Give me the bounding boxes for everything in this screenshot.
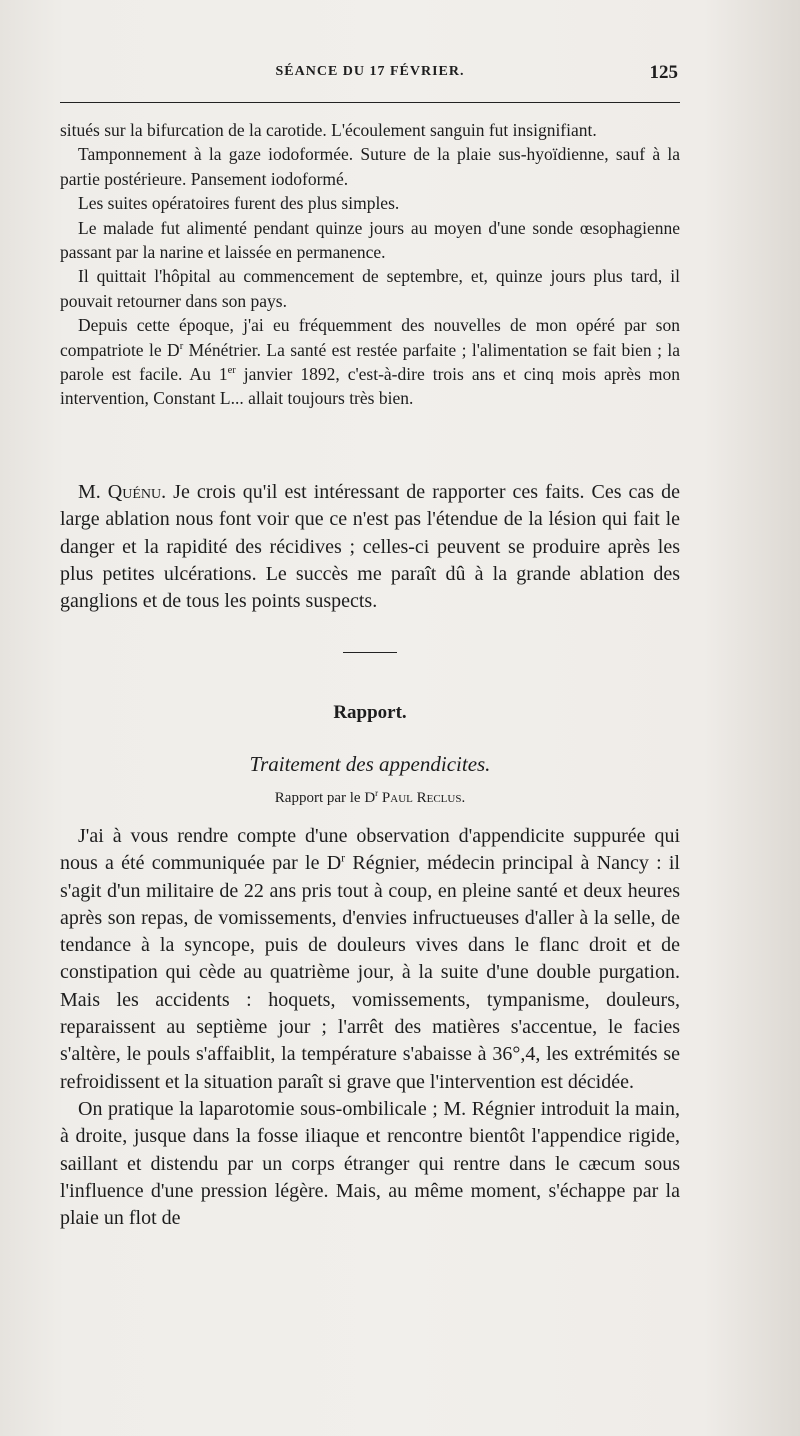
report-1-sup: r — [341, 850, 346, 865]
page-number: 125 — [649, 62, 678, 83]
report-text — [60, 823, 680, 1232]
running-head: SÉANCE DU 17 FÉVRIER. — [275, 64, 465, 79]
menetrier-sup-er: er — [227, 365, 236, 377]
paragraph-alimentation: Le malade fut alimenté pendant quinze jours au moyen d'une sonde œsophagienne passant par la narine et laissée en permanence. — [60, 217, 680, 263]
menetrier-text-c: janvier 1892, c'est-à-dire trois ans et cinq mois après mon intervention, Constant L... allait toujours très bien. — [60, 364, 680, 409]
paragraph-tamponnement: Tamponnement à la gaze iodoformée. Suture de la plaie sus-hyoïdienne, sauf à la partie postérieure. Pansement iodoformé. — [60, 144, 680, 189]
paragraph-report-2: On pratique la laparotomie sous-ombilicale ; M. Régnier introduit la main, à droite, jusque dans la fosse iliaque et rencontre bientôt l'appendice rigide, saillant et distendu par un corps étranger qui rentre dans le cæcum sous l'influence d'une pression légère. Mais, au même moment, s'échappe par la plaie un flot de — [60, 1097, 680, 1230]
paragraph-report-1 — [60, 823, 680, 1096]
menetrier-text-b: Ménétrier. La santé est restée parfaite ; l'alimentation se fait bien ; la parole est facile. Au 1 — [60, 339, 680, 385]
byline — [60, 790, 680, 807]
section-divider — [343, 652, 397, 653]
report-1-text-b: Régnier, médecin principal à Nancy : il s'agit d'un militaire de 22 ans pris tout à coup, en pleine santé et deux heures après son repas, de vomissements, d'envies infructueuses d'aller à la selle, de tendance à la syncope, puis de douleurs vives dans le flanc droit et de constipation qui cède au quatrième jour, à la suite d'une double purgation. Mais les accidents : hoquets, vomissements, tympanisme, douleurs, reparaissent au septième jour ; l'arrêt des matières s'accentue, le facies s'altère, le pouls s'affaiblit, la température s'abaisse à 36°,4, les extrémités se refroidissent et la situation paraît si grave que l'intervention est décidée. — [60, 852, 680, 1093]
paragraph-quenu — [60, 479, 680, 615]
quenu-remark — [60, 479, 680, 615]
case-report-text — [60, 118, 680, 411]
menetrier-sup-dr: r — [179, 340, 184, 352]
article-title: Traitement des appendicites. — [249, 752, 491, 776]
speaker-quenu: M. Quénu. — [78, 481, 167, 503]
byline-author: Paul Reclus. — [381, 790, 466, 806]
byline-prefix: Rapport par le D — [274, 790, 376, 806]
page-header — [60, 64, 680, 94]
quenu-text: Je crois qu'il est intéressant de rapporter ces faits. Ces cas de large ablation nous font voir que ce n'est pas l'étendue de la lésion qui fait le danger et la rapidité des récidives ; celles-ci peuvent se produire après les plus petites ulcérations. Le succès me paraît dû à la grande ablation des ganglions et de tous les points suspects. — [60, 481, 680, 613]
menetrier-text-a: Depuis cette époque, j'ai eu fréquemment des nouvelles de mon opéré par son compatriote le D — [60, 315, 680, 360]
report-1-text-a: J'ai à vous rendre compte d'une observation d'appendicite suppurée qui nous a été communiquée par le D — [60, 825, 680, 875]
byline-sup: r — [375, 788, 379, 798]
paragraph-continuation: situés sur la bifurcation de la carotide. L'écoulement sanguin fut insignifiant. — [60, 120, 597, 140]
paragraph-menetrier — [60, 313, 680, 411]
paragraph-suites: Les suites opératoires furent des plus simples. — [78, 193, 400, 214]
paragraph-hopital: Il quittait l'hôpital au commencement de septembre, et, quinze jours plus tard, il pouvait retourner dans son pays. — [60, 266, 680, 311]
header-rule — [60, 102, 680, 103]
section-title: Rapport. — [333, 702, 407, 723]
